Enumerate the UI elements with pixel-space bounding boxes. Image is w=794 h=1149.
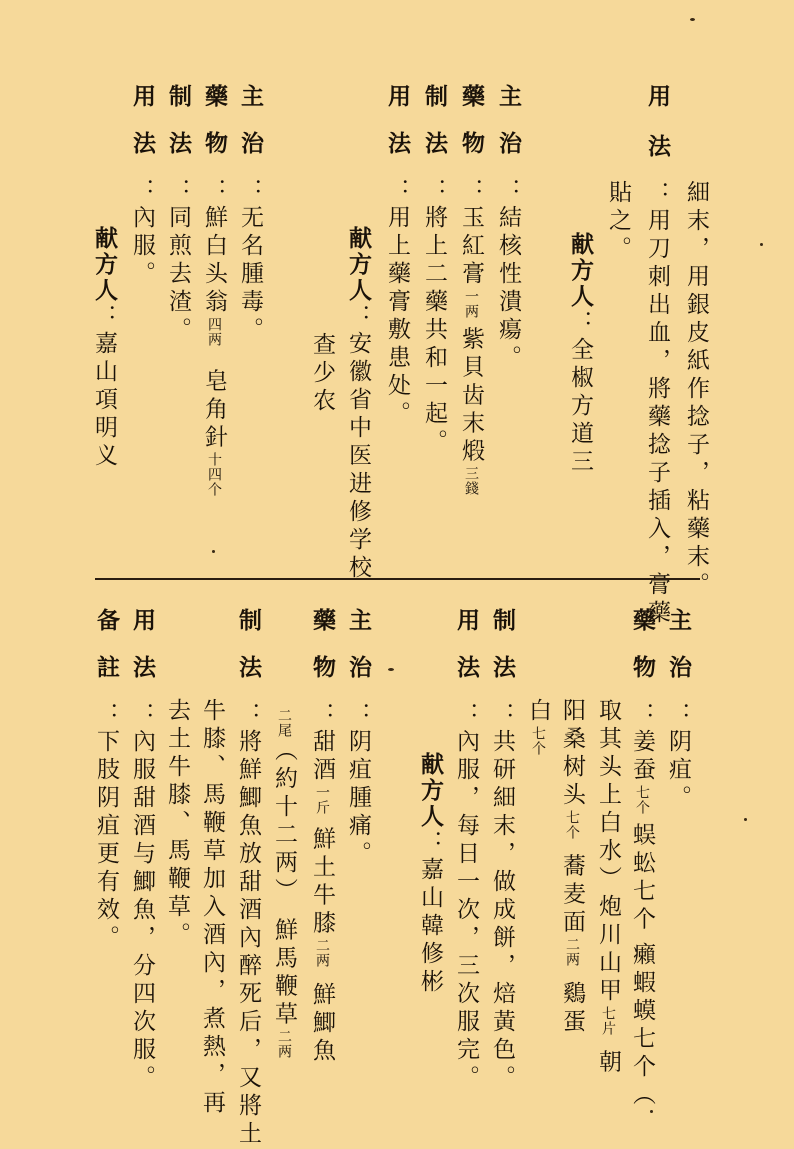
- label-zhi2: 制: [165, 84, 191, 131]
- ingredient: 蜈蚣七个: [629, 822, 655, 935]
- label-yong: 用: [129, 84, 155, 131]
- label-zhi2: 制: [235, 608, 261, 655]
- ingredient: 蕎麦面: [559, 853, 585, 938]
- zhifa-line: 制法：同煎去渣。: [165, 84, 191, 345]
- label-bei: 备: [93, 608, 119, 655]
- scan-speck: [388, 668, 394, 671]
- donor-name: 嘉山韓修彬: [417, 857, 443, 997]
- ingredient: 鮮白头翁: [201, 205, 227, 317]
- donor-line: 献方人：安徽省中医进修学校: [345, 226, 371, 583]
- donor-name: 全椒方道三: [567, 337, 593, 477]
- label-zhu: 主: [345, 608, 371, 655]
- label-fa: 法: [644, 134, 670, 181]
- label-yong: 用: [644, 84, 670, 131]
- label-yao: 藥: [309, 608, 335, 655]
- label-zhi2: 制: [421, 84, 447, 131]
- zhuzhi-text: 阴疽。: [665, 729, 691, 813]
- yongfa-text: 用上藥膏敷患处。: [384, 205, 410, 429]
- scan-speck: [744, 818, 747, 821]
- zhuzhi-line: 主治：阴疽腫痛。: [345, 608, 371, 869]
- yaowu-line: 藥物：鮮白头翁四两 皂角針十四个: [201, 84, 227, 498]
- zhifa-line: 制法：共研細末，做成餅，焙黃色。: [489, 608, 515, 1093]
- label-yong: 用: [129, 608, 155, 655]
- prev-recipe-line: 細末，用銀皮紙作捻子，粘藥末。: [683, 180, 709, 600]
- ingredient-weight: （約十二两）: [271, 738, 297, 906]
- label-zhi: 治: [345, 655, 371, 702]
- label-donor: 献方人: [91, 226, 117, 304]
- yongfa-line: 用法：內服，每日一次，三次服完。: [453, 608, 479, 1093]
- ingredient-qty: 四两: [206, 317, 222, 347]
- ingredients-line2: [272, 708, 295, 1059]
- label-fa: 法: [453, 655, 479, 702]
- label-zhi: 治: [237, 131, 263, 178]
- yongfa-line3: 貼之。: [605, 180, 631, 264]
- label-fa: 法: [129, 655, 155, 702]
- donor-line: 献方人：嘉山項明义: [91, 226, 117, 471]
- zhifa-text: 將鮮鯽魚放甜酒內醉死后，又將土: [235, 729, 261, 1149]
- zhifa-line: 制法：將鮮鯽魚放甜酒內醉死后，又將土: [235, 608, 261, 1149]
- ingredient: 鮮馬鞭草: [271, 917, 297, 1030]
- ingredient: 阳桑树头: [559, 698, 585, 810]
- scan-speck: [212, 550, 215, 553]
- label-wu: 物: [201, 131, 227, 178]
- zhuzhi-line: 主治：結核性潰瘍。: [495, 84, 521, 373]
- yaowu-line: 藥物：玉紅膏一两 紫貝齿末煅三錢: [458, 84, 484, 497]
- ingredient-qty: 二尾: [276, 708, 292, 738]
- label-wu: 物: [309, 655, 335, 702]
- zhuzhi-line: 主治：阴疽。: [665, 608, 691, 813]
- zhifa-text: 同煎去渣。: [165, 205, 191, 345]
- zhuzhi-line: 主治：无名腫毒。: [237, 84, 263, 345]
- ingredient: 白: [525, 698, 551, 726]
- label-zhu2: 註: [93, 655, 119, 702]
- label-yong: 用: [453, 608, 479, 655]
- donor-line: 献方人：嘉山韓修彬: [417, 752, 443, 997]
- label-donor: 献方人: [345, 226, 371, 304]
- scan-speck: [650, 1110, 653, 1113]
- zhifa-text: 將上二藥共和一起。: [421, 205, 447, 457]
- ingredient-qty: 七个: [564, 810, 580, 840]
- ingredient-qty: 二两: [276, 1029, 292, 1060]
- label-fa: 法: [384, 131, 410, 178]
- ingredients-line3: [560, 698, 583, 1037]
- label-yao: 藥: [458, 84, 484, 131]
- donor-line: 献方人：全椒方道三: [567, 232, 593, 477]
- ingredient: 姜蚕: [629, 729, 655, 785]
- yongfa-text: 內服甜酒与鯽魚，分四次服。: [129, 729, 155, 1093]
- label-yao: 藥: [629, 608, 655, 655]
- ingredient-qty: 一斤: [314, 785, 330, 815]
- ingredient-qty: 七个: [530, 726, 546, 756]
- ingredient: 鮮鯽魚: [309, 981, 335, 1066]
- scan-speck: [760, 243, 763, 246]
- label-wu: 物: [629, 655, 655, 702]
- yongfa-text: 內服，每日一次，三次服完。: [453, 729, 479, 1093]
- yongfa-text: 內服。: [129, 205, 155, 289]
- ingredient-qty: 二两: [314, 938, 330, 969]
- ingredient: 玉紅膏: [458, 205, 484, 289]
- donor-name-2: 查少农: [309, 332, 335, 416]
- ingredient-qty: 二两: [564, 937, 580, 968]
- ingredient-qty: 一两: [463, 289, 479, 319]
- label-donor: 献方人: [417, 752, 443, 830]
- section-divider: [95, 578, 700, 580]
- ingredient: 取其头上白水）炮川山甲: [595, 698, 621, 1006]
- ingredient-qty: 十四个: [206, 452, 222, 498]
- label-yao: 藥: [201, 84, 227, 131]
- zhifa-line2: 牛膝、馬鞭草加入酒內，煮熱，再: [199, 698, 225, 1118]
- label-fa: 法: [165, 131, 191, 178]
- zhuzhi-text: 无名腫毒。: [237, 205, 263, 345]
- label-zhu: 主: [237, 84, 263, 131]
- label-yong: 用: [384, 84, 410, 131]
- zhifa-line3: 去土牛膝、馬鞭草。: [164, 698, 190, 950]
- yongfa-text: 用刀刺出血，將藥捻子插入，膏藥: [644, 208, 670, 628]
- beizhu-line: 备註：下肢阴疽更有效。: [93, 608, 119, 953]
- ingredient: 紫貝齿末煅: [458, 326, 484, 467]
- ingredients-line2: [596, 698, 619, 1077]
- label-zhu: 主: [665, 608, 691, 655]
- yaowu-line: 藥物：甜酒一斤 鮮土牛膝二两 鮮鯽魚: [309, 608, 335, 1066]
- donor-name: 安徽省中医进修学校: [345, 331, 371, 583]
- yongfa-line: 用法：用上藥膏敷患处。: [384, 84, 410, 429]
- label-zhi: 治: [665, 655, 691, 702]
- label-fa: 法: [489, 655, 515, 702]
- label-zhi: 治: [495, 131, 521, 178]
- zhuzhi-text: 阴疽腫痛。: [345, 729, 371, 869]
- donor-name: 嘉山項明义: [91, 331, 117, 471]
- ingredient: 鮮土牛膝: [309, 826, 335, 939]
- label-fa: 法: [129, 131, 155, 178]
- ingredient: 甜酒: [309, 729, 335, 785]
- ingredient: 皂角針: [201, 368, 227, 453]
- ingredient: 癩蝦蟆七个（: [629, 941, 655, 1110]
- scan-speck: [690, 18, 695, 21]
- yongfa-line: 法：用刀刺出血，將藥捻子插入，膏藥: [644, 134, 670, 628]
- zhifa-text: 共研細末，做成餅，焙黃色。: [489, 729, 515, 1093]
- ingredient: 朝: [595, 1049, 621, 1078]
- label-zhu: 主: [495, 84, 521, 131]
- beizhu-text: 下肢阴疽更有效。: [93, 729, 119, 953]
- label-wu: 物: [458, 131, 484, 178]
- label-fa: 法: [421, 131, 447, 178]
- ingredient-qty: 三錢: [463, 466, 479, 497]
- yaowu-line: 藥物：姜蚕七个 蜈蚣七个 癩蝦蟆七个（: [629, 608, 655, 1110]
- ingredient: 鷄蛋: [559, 980, 585, 1037]
- zhifa-line: 制法：將上二藥共和一起。: [421, 84, 447, 457]
- ingredient-qty: 七个: [634, 785, 650, 815]
- ingredient-qty: 七片: [600, 1006, 616, 1036]
- yongfa-line: 用法：內服。: [129, 84, 155, 289]
- label-fa: 法: [235, 655, 261, 702]
- ingredients-line4: [526, 698, 549, 756]
- zhuzhi-text: 結核性潰瘍。: [495, 205, 521, 373]
- label-zhi2: 制: [489, 608, 515, 655]
- label-donor: 献方人: [567, 232, 593, 310]
- yongfa-line: 用法：內服甜酒与鯽魚，分四次服。: [129, 608, 155, 1093]
